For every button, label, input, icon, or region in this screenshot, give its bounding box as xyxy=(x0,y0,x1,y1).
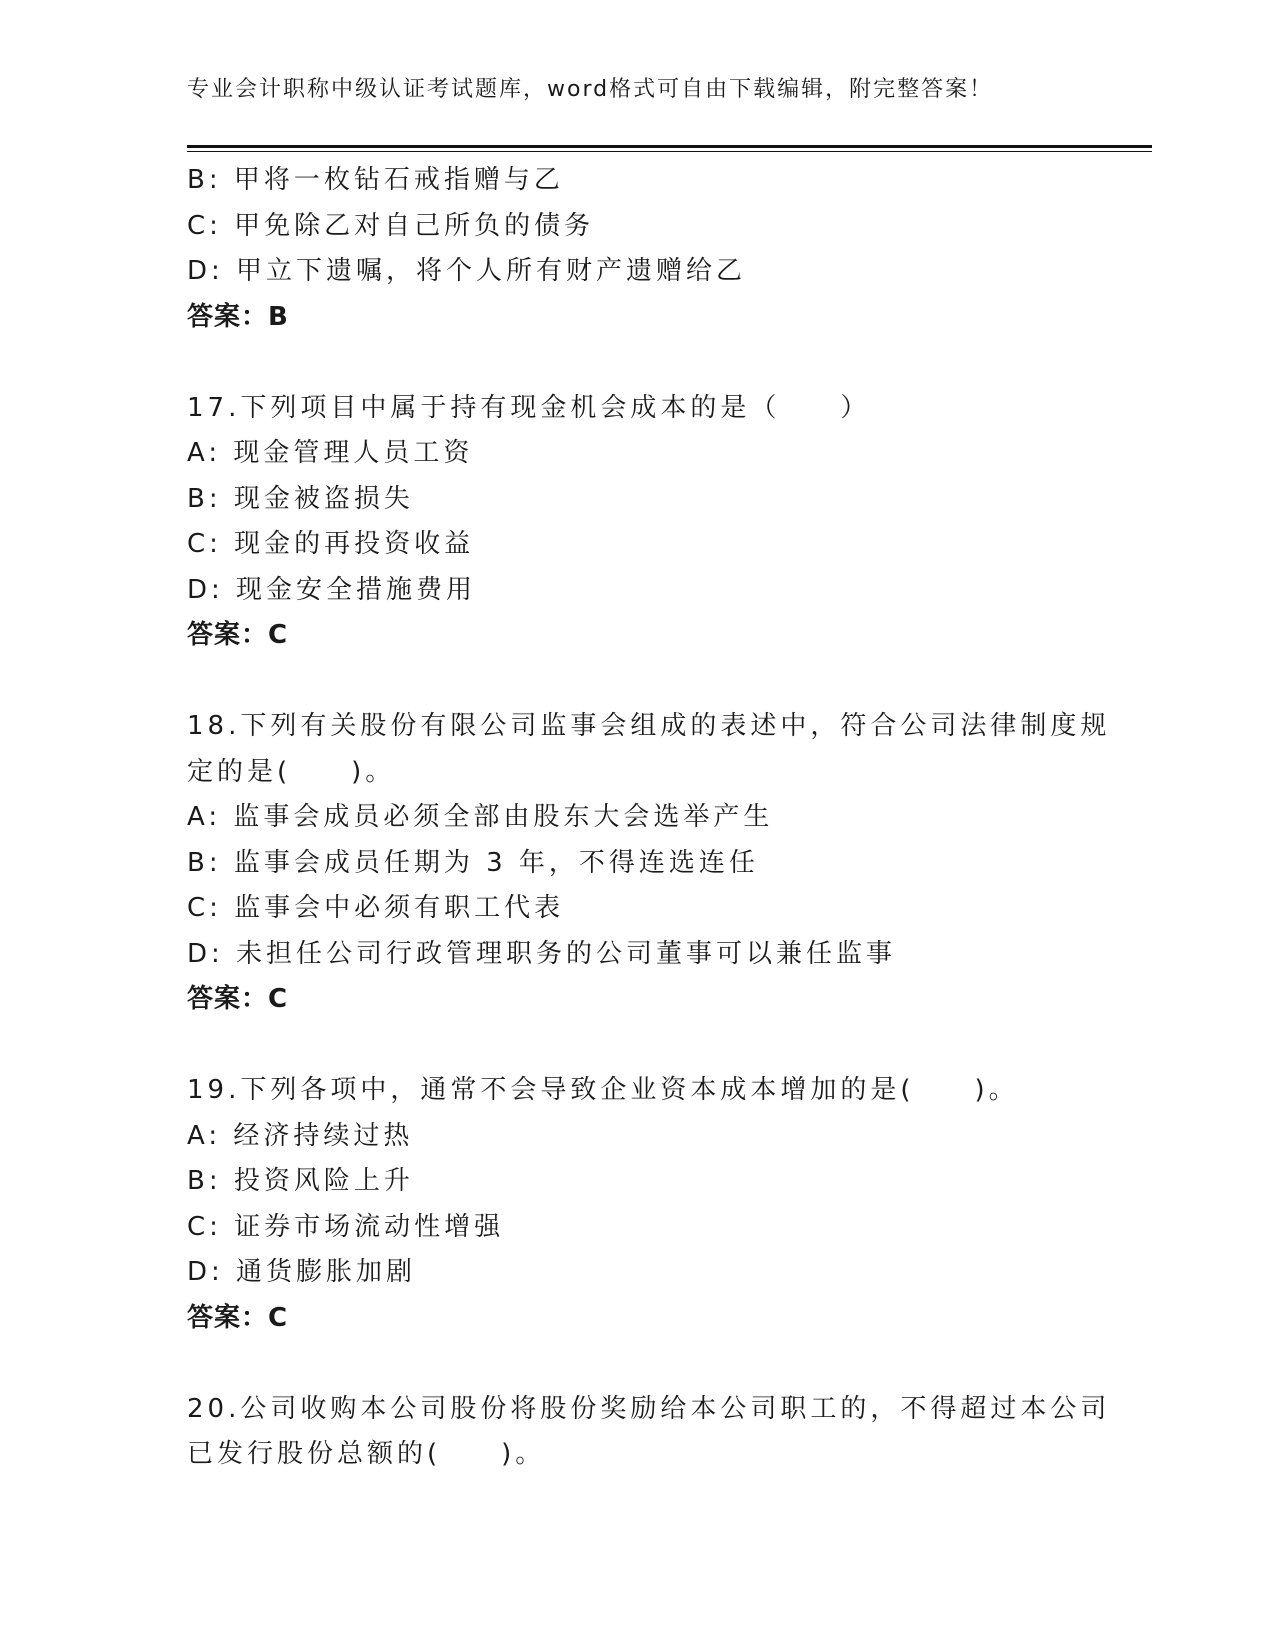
question-stem: 17.下列项目中属于持有现金机会成本的是（ ） xyxy=(187,392,871,423)
question-18 xyxy=(187,704,1111,1023)
option-b: B: 监事会成员任期为 3 年，不得连选连任 xyxy=(187,847,759,878)
answer-line: 答案：C xyxy=(187,984,289,1014)
answer-line: 答案：C xyxy=(187,1302,289,1333)
question-stem-line-2: 定的是( )。 xyxy=(187,756,396,787)
answer-line: 答案：B xyxy=(187,301,289,332)
option-a: A: 监事会成员必须全部由股东大会选举产生 xyxy=(187,802,774,832)
answer-line: 答案：C xyxy=(187,620,289,650)
header-rule-thin xyxy=(187,151,1152,152)
question-17 xyxy=(187,386,1087,659)
option-b: B: 投资风险上升 xyxy=(187,1166,414,1196)
page-header-title: 专业会计职称中级认证考试题库，word格式可自由下载编辑，附完整答案！ xyxy=(187,77,994,102)
option-c: C: 甲免除乙对自己所负的债务 xyxy=(187,210,595,241)
option-d: D: 现金安全措施费用 xyxy=(187,574,477,605)
option-b: B: 甲将一枚钻石戒指赠与乙 xyxy=(187,165,564,195)
question-stem-line-1: 18.下列有关股份有限公司监事会组成的表述中，符合公司法律制度规 xyxy=(187,711,1111,741)
option-a: A: 现金管理人员工资 xyxy=(187,438,474,468)
prev-question-block xyxy=(187,158,1087,340)
question-content xyxy=(187,158,1111,1478)
option-c: C: 现金的再投资收益 xyxy=(187,529,475,559)
question-stem-line-1: 20.公司收购本公司股份将股份奖励给本公司职工的，不得超过本公司 xyxy=(187,1393,1111,1424)
question-19 xyxy=(187,1068,1087,1341)
header-rule-thick xyxy=(187,145,1152,148)
option-d: D: 甲立下遗嘱，将个人所有财产遗赠给乙 xyxy=(187,256,747,286)
option-a: A: 经济持续过热 xyxy=(187,1120,414,1151)
question-stem: 19.下列各项中，通常不会导致企业资本成本增加的是( )。 xyxy=(187,1075,1019,1105)
option-b: B: 现金被盗损失 xyxy=(187,483,414,514)
question-stem-line-2: 已发行股份总额的( )。 xyxy=(187,1439,546,1469)
option-c: C: 监事会中必须有职工代表 xyxy=(187,893,565,923)
option-d: D: 未担任公司行政管理职务的公司董事可以兼任监事 xyxy=(187,938,897,969)
question-20 xyxy=(187,1387,1111,1478)
option-d: D: 通货膨胀加剧 xyxy=(187,1257,417,1287)
option-c: C: 证券市场流动性增强 xyxy=(187,1211,505,1242)
